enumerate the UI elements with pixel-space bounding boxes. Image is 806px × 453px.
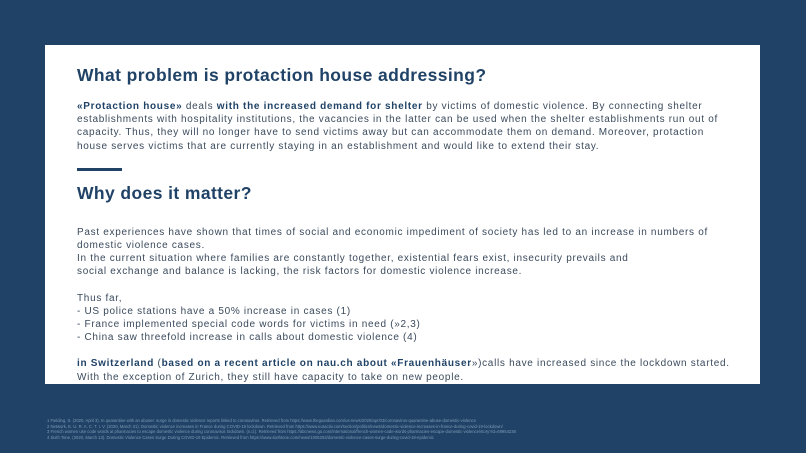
bullet-item: - US police stations have a 50% increase in cases (1) (77, 305, 351, 317)
switzerland-bold: in Switzerland (77, 358, 155, 370)
reference-item: 1 Fielding, S. (2020, April 3). In quarantine with an abuser: surge in domestic violence reports linked to coronavirus. Retrieved from https://www.theguardian.com/us-news/2020/apr/03/coronavirus-quarantine-abuse-domestic-violence (47, 418, 476, 423)
intro-paragraph (77, 100, 734, 153)
why-paragraph-3: social exchange and balance is lacking, the risk factors for domestic violence increase. (77, 266, 523, 278)
thus-far-label: Thus far, (77, 292, 123, 304)
references-footer (47, 418, 747, 440)
switzerland-text-1: ( (154, 358, 162, 370)
reference-item: 4 Sixth Tone. (2020, March 13). Domestic Violence Cases Surge During COVID-19 Epidemic. Retrieved from https://www.sixthtone.com/news/1005253/domestic-violence-cases-surge-during-covid-19-epidemic (47, 434, 434, 440)
switzerland-article-bold: based on a recent article on nau.ch about «Frauenhäuser (161, 358, 472, 370)
bullet-item: - France implemented special code words for victims in need (»2,3) (77, 319, 421, 331)
section-title-problem: What problem is protaction house addressing? (77, 65, 487, 85)
section-title-why: Why does it matter? (77, 182, 252, 203)
reference-item: 3 French women use code words at pharmacies to escape domestic violence during coronavirus lockdown. (n.d.). Retrieved from https://abcnews.go.com/International/french-women-code-words-pharmacies-escape-domestic-violence/story?id=69954238 (47, 429, 516, 435)
section-divider (77, 168, 122, 171)
intro-bold-name: «Protaction house» (77, 101, 183, 112)
intro-text-2: by victims of domestic violence. By connecting shelter establishments with hospitality institutions, the vacancies in the latter can be used when the shelter establishments run out of capacity. Thus, they will no longer have to send victims away but can accommodate them on demand. Moreover, protaction house serves victims that are currently staying in an establishment and would like to extend their stay. (77, 101, 719, 152)
content-card (45, 45, 760, 384)
bullet-item: - China saw threefold increase in calls about domestic violence (4) (77, 332, 418, 344)
switzerland-paragraph (77, 357, 734, 383)
intro-text-1: deals (182, 101, 217, 112)
reference-item: 2 Network, E. U. R. A. C. T. I. V. (2020, March 31). Domestic violence increases in France during COVID-19 lockdown. Retrieved from https://www.euractiv.com/section/politics/news/domestic-violence-increases-in-france-during-covid-19-lockdown/ (47, 423, 503, 429)
intro-bold-demand: with the increased demand for shelter (216, 101, 423, 112)
why-body (77, 226, 734, 384)
switzerland-text-2: »)calls have increased since the lockdown started. With the exception of Zurich, they still have capacity to take on new people. (77, 358, 730, 383)
why-paragraph-1: Past experiences have shown that times of social and economic impediment of society has led to an increase in numbers of domestic violence cases. (77, 226, 708, 252)
why-paragraph-2: In the current situation where families are constantly together, existential fears exist, insecurity prevails and (77, 253, 629, 265)
